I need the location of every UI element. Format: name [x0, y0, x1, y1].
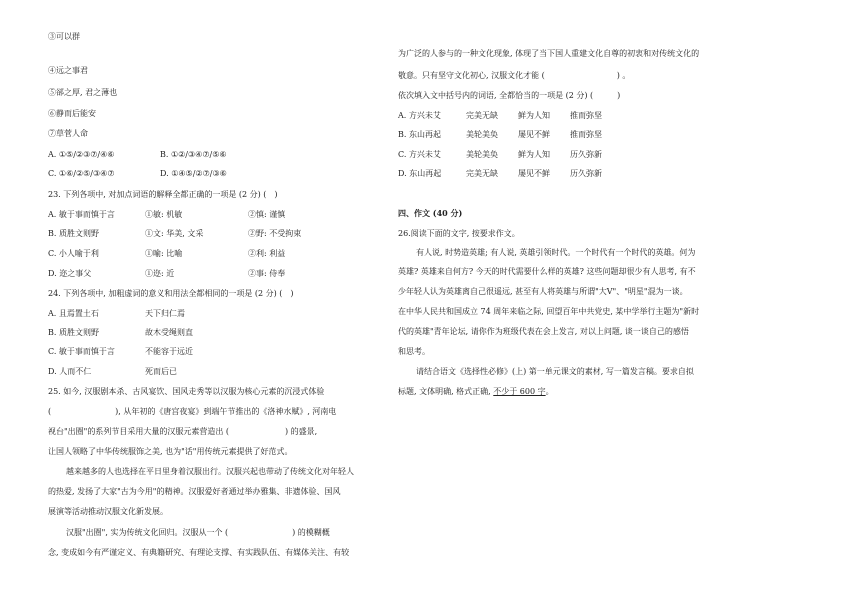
- paragraph-line: 展演等活动推动汉服文化新发展。: [48, 507, 168, 516]
- paragraph-line: 让国人领略了中华传统服饰之美, 也为"话"用传统元素提供了好范式。: [48, 447, 293, 456]
- option-c-3: 鲜为人知: [518, 150, 550, 159]
- paragraph-line: 越来越多的人也选择在平日里身着汉服出行。汉服兴起也带动了传统文化对年轻人: [66, 467, 354, 476]
- option-b: B. ①②/③④⑦/⑤⑥: [160, 150, 227, 159]
- section-heading: 四、作文 (40 分): [398, 208, 463, 218]
- paragraph-line: 为广泛的人参与的一种文化现象, 体现了当下国人重建文化自尊的初衷和对传统文化的: [398, 49, 700, 58]
- paragraph-line: 的热爱, 发扬了大家"古为今用"的精神。汉服爱好者通过举办雅集、非遗体验、国风: [48, 487, 341, 496]
- question-23-stem: 23. 下列各项中, 对加点词语的解释全都正确的一项是 (2 分) ( ): [48, 190, 278, 199]
- option-c-2: 美轮美奂: [466, 150, 498, 159]
- option-a: A. ①⑤/②③⑦/④⑥: [48, 150, 115, 159]
- option-a-4: 推而弥坚: [570, 111, 602, 120]
- q23-option-b-def1: ①文: 华美, 文采: [145, 229, 204, 238]
- paragraph-line: 25. 如今, 汉服剧本杀、古风宴饮、国风走秀等以汉服为核心元素的沉浸式体验: [48, 387, 325, 396]
- list-item: ④远之事君: [48, 66, 88, 75]
- paragraph-line: 在中华人民共和国成立 74 周年来临之际, 回望百年中共党史, 某中学举行主题为"新时: [398, 307, 700, 316]
- q23-option-d: D. 迩之事父: [48, 269, 92, 278]
- list-item: ⑤郤之厚, 君之薄也: [48, 88, 118, 97]
- option-a-2: 完美无缺: [466, 111, 498, 120]
- paragraph-line: ( ), 从年初的《唐宫夜宴》到端午节推出的《洛神水赋》, 河南电: [48, 407, 337, 416]
- option-b-3: 屡见不鲜: [518, 130, 550, 139]
- paragraph-line: 代的英雄"青年论坛, 请你作为班级代表在会上发言, 对以上问题, 谈一谈自己的感悟: [398, 327, 689, 336]
- q23-option-a: A. 敏于事而慎于言: [48, 210, 115, 219]
- option-c: C. 方兴未艾: [398, 150, 441, 159]
- paragraph-line: 有人说, 时势造英雄; 有人说, 英雄引领时代。一个时代有一个时代的英雄。何为: [416, 248, 696, 257]
- list-item: ⑦草菅人命: [48, 129, 88, 138]
- q24-option-c-2: 不能容于远近: [145, 347, 193, 356]
- paragraph-line: 视台"出圈"的系列节目采用大量的汉服元素营造出 ( ) 的盛景,: [48, 427, 318, 436]
- option-d: D. ①④⑤/②⑦/③⑥: [160, 169, 227, 178]
- option-b-4: 推而弥坚: [570, 130, 602, 139]
- question-stem: 依次填入文中括号内的词语, 全都恰当的一项是 (2 分) ( ): [398, 91, 621, 100]
- option-c-4: 历久弥新: [570, 150, 602, 159]
- q23-option-d-def1: ①迩: 近: [145, 269, 175, 278]
- q23-option-c-def1: ①喻: 比喻: [145, 249, 183, 258]
- q24-option-a: A. 且焉置土石: [48, 309, 99, 318]
- option-a: A. 方兴未艾: [398, 111, 441, 120]
- paragraph-line: [398, 386, 554, 397]
- option-b-2: 美轮美奂: [466, 130, 498, 139]
- paragraph-line: 汉服"出圈", 实为传统文化回归。汉服从一个 ( ) 的模糊概: [66, 528, 330, 537]
- paragraph-line: 英雄? 英雄来自何方? 今天的时代需要什么样的英雄? 这些问题却很少有人思考, 有不: [398, 267, 696, 276]
- period: 。: [545, 387, 554, 396]
- q23-option-a-def1: ①敏: 机敏: [145, 210, 183, 219]
- option-c: C. ①⑥/②⑤/③④⑦: [48, 169, 115, 178]
- list-item: ⑥静而后能安: [48, 109, 96, 118]
- option-d-2: 完美无缺: [466, 169, 498, 178]
- paragraph-line: 敬意。只有坚守文化初心, 汉服文化才能 ( ) 。: [398, 71, 631, 80]
- q24-option-d: D. 人而不仁: [48, 367, 92, 376]
- paragraph-line: 少年轻人认为英雄离自己很遥远, 甚至有人将英雄与所谓"大V"、"明星"混为一谈。: [398, 287, 688, 296]
- q24-option-d-2: 死而后已: [145, 367, 177, 376]
- q24-option-b-2: 故木受绳则直: [145, 328, 193, 337]
- paragraph-line: 念, 变成如今有严谨定义、有典籍研究、有理论支撑、有实践队伍、有媒体关注、有较: [48, 548, 350, 557]
- question-24-stem: 24. 下列各项中, 加粗虚词的意义和用法全都相同的一项是 (2 分) ( ): [48, 289, 294, 298]
- word-count-requirement: 不少于 600 字: [493, 387, 546, 396]
- option-d-3: 屡见不鲜: [518, 169, 550, 178]
- q23-option-c: C. 小人喻于利: [48, 249, 99, 258]
- q24-option-c: C. 敏于事而慎于言: [48, 347, 115, 356]
- q23-option-b-def2: ②野: 不受拘束: [248, 229, 302, 238]
- option-d: D. 东山再起: [398, 169, 442, 178]
- q24-option-a-2: 天下归仁焉: [145, 309, 185, 318]
- q23-option-a-def2: ②慎: 谨慎: [248, 210, 286, 219]
- q24-option-b: B. 质胜文则野: [48, 328, 99, 337]
- requirement-text: 标题, 文体明确, 格式正确,: [398, 387, 494, 396]
- list-item: ③可以群: [48, 32, 80, 41]
- option-b: B. 东山再起: [398, 130, 441, 139]
- q23-option-b: B. 质胜文则野: [48, 229, 99, 238]
- paragraph-line: 和思考。: [398, 347, 430, 356]
- option-a-3: 鲜为人知: [518, 111, 550, 120]
- q23-option-c-def2: ②利: 利益: [248, 249, 286, 258]
- q23-option-d-def2: ②事: 侍奉: [248, 269, 286, 278]
- paragraph-line: 请结合语文《选择性必修》(上) 第一单元课文的素材, 写一篇发言稿。要求自拟: [416, 367, 694, 376]
- option-d-4: 历久弥新: [570, 169, 602, 178]
- question-26-stem: 26.阅读下面的文字, 按要求作文。: [398, 229, 520, 238]
